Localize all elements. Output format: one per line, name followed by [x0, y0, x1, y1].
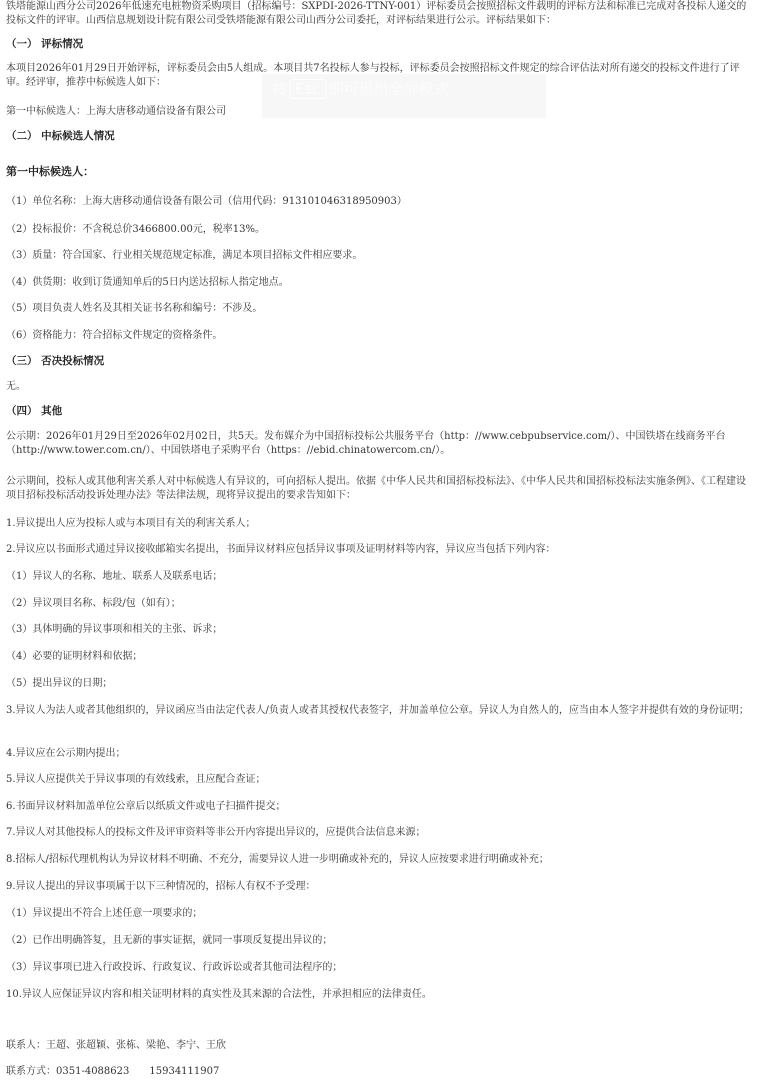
objection-intro: 公示期间，投标人或其他利害关系人对中标候选人有异议的，可向招标人提出。依据《中华人民共和国招标投标法》、《中华人民共和国招标投标法实施条例》、《工程建设项目招标投标活动投诉处理办法》等法律法规，现将异议提出的要求告知如下： — [6, 476, 746, 501]
candidate-item: （3）质量：符合国家、行业相关规范规定标准，满足本项目招标文件相应要求。 — [6, 250, 363, 261]
candidate-item: （5）项目负责人姓名及其相关证书名称和编号：不涉及。 — [6, 303, 263, 314]
objection-rule: 2.异议应以书面形式通过异议接收邮箱实名提出，书面异议材料应包括异议事项及证明材料等内容，异议应当包括下列内容： — [6, 544, 556, 555]
rejection-text: 无。 — [6, 381, 26, 392]
section-heading-other: （四） 其他 — [6, 405, 63, 417]
candidate-item: （4）供货期：收到订货通知单后的5日内送达招标人指定地点。 — [6, 277, 289, 288]
fullscreen-hint-suffix: 即可退出全屏模式 — [328, 80, 449, 98]
evaluation-paragraph: 本项目2026年01月29日开始评标，评标委员会由5人组成。本项目共7名投标人参与投标，评标委员会按照招标文件规定的综合评估法对所有递交的投标文件进行了评审。经评审，推荐中标候选人如下： — [6, 63, 740, 88]
objection-subitem: （3）异议事项已进入行政投诉、行政复议、行政诉讼或者其他司法程序的； — [6, 962, 343, 973]
objection-subitem: （4）必要的证明材料和依据； — [6, 651, 143, 662]
objection-subitem: （3）具体明确的异议事项和相关的主张、诉求； — [6, 624, 223, 635]
section-heading-candidate: （二） 中标候选人情况 — [6, 130, 115, 142]
candidate-item: （2）投标报价：不含税总价3466800.00元，税率13%。 — [6, 224, 266, 235]
section-heading-evaluation: （一） 评标情况 — [6, 38, 84, 50]
objection-rule: 7.异议人对其他投标人的投标文件及评审资料等非公开内容提出异议的，应提供合法信息来源； — [6, 827, 426, 838]
objection-rule: 10.异议人应保证异议内容和相关证明材料的真实性及其来源的合法性，并承担相应的法律责任。 — [6, 989, 432, 1000]
objection-subitem: （2）异议项目名称、标段/包（如有）； — [6, 598, 181, 609]
contact-people: 联系人：王超、张超颖、张栋、梁艳、李宁、王欣 — [6, 1040, 226, 1051]
objection-rule: 4.异议应在公示期内提出； — [6, 748, 126, 759]
objection-subitem: （2）已作出明确答复，且无新的事实证据，就同一事项反复提出异议的； — [6, 935, 333, 946]
intro-paragraph: 铁塔能源山西分公司2026年低速充电桩物资采购项目（招标编号：SXPDI-2026-TTNY-001）评标委员会按照招标文件载明的评标方法和标准已完成对各投标人递交的投标文件的评审。山西信息规划设计院有限公司受铁塔能源有限公司山西分公司委托，对评标结果进行公示。评标结果如下： — [6, 1, 747, 26]
objection-rule: 9.异议人提出的异议事项属于以下三种情况的，招标人有权不予受理： — [6, 881, 316, 892]
esc-key-badge: Esc — [290, 79, 326, 99]
contact-phone: 联系方式：0351-4088623 15934111907 — [6, 1066, 220, 1077]
objection-rule: 5.异议人应提供关于异议事项的有效线索，且应配合查证； — [6, 774, 266, 785]
fullscreen-hint-prefix: 按 — [272, 80, 288, 98]
candidate-item: （6）资格能力：符合招标文件规定的资格条件。 — [6, 330, 223, 341]
publicity-notice: 公示期：2026年01月29日至2026年02月02日，共5天。发布媒介为中国招标投标公共服务平台（http：//www.cebpubservice.com/）、中国铁塔在线商务平台（http://www.tower.com.cn/）、中国铁塔电子采购平台（https：//ebid.chinatowercom.cn/）。 — [6, 431, 726, 456]
objection-rule: 6.书面异议材料加盖单位公章后以纸质文件或电子扫描件提交； — [6, 801, 286, 812]
first-candidate-summary: 第一中标候选人：上海大唐移动通信设备有限公司 — [6, 106, 226, 117]
first-candidate-subheading: 第一中标候选人： — [6, 165, 94, 178]
section-heading-rejection: （三） 否决投标情况 — [6, 355, 105, 367]
objection-subitem: （1）异议人的名称、地址、联系人及联系电话； — [6, 571, 223, 582]
objection-subitem: （1）异议提出不符合上述任意一项要求的； — [6, 908, 203, 919]
objection-subitem: （5）提出异议的日期； — [6, 678, 113, 689]
objection-rule: 8.招标人/招标代理机构认为异议材料不明确、不充分，需要异议人进一步明确或补充的，异议人应按要求进行明确或补充； — [6, 854, 549, 865]
objection-rule: 1.异议提出人应为投标人或与本项目有关的利害关系人； — [6, 518, 256, 529]
objection-rule: 3.异议人为法人或者其他组织的，异议函应当由法定代表人/负责人或者其授权代表签字，并加盖单位公章。异议人为自然人的，应当由本人签字并提供有效的身份证明； — [6, 705, 749, 716]
fullscreen-exit-hint — [262, 74, 546, 118]
candidate-item: （1）单位名称：上海大唐移动通信设备有限公司（信用代码：913101046318950903） — [6, 196, 407, 207]
